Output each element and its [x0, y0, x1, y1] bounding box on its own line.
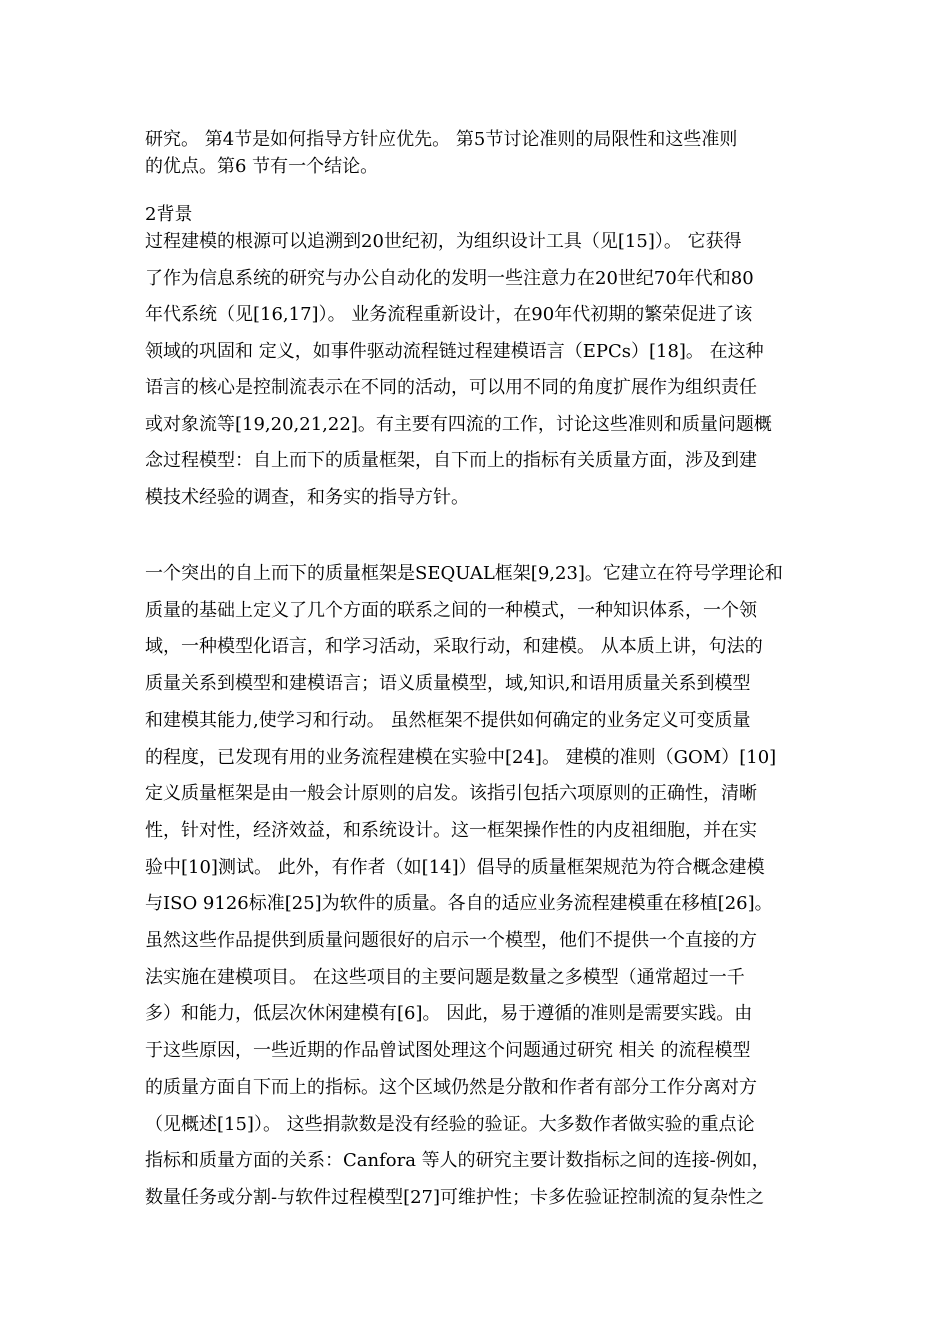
section-heading: 2背景 [145, 204, 193, 225]
paragraph-line: 域，一种模型化语言，和学习活动，采取行动，和建模。 从本质上讲，句法的 [145, 636, 763, 658]
paragraph-line: 定义质量框架是由一般会计原则的启发。该指引包括六项原则的正确性，清晰 [145, 783, 757, 805]
paragraph-line: 质量关系到模型和建模语言；语义质量模型，域,知识,和语用质量关系到模型 [145, 673, 751, 695]
intro-line: 研究。 第4节是如何指导方针应优先。 第5节讨论准则的局限性和这些准则 [145, 129, 738, 150]
paragraph-line: 语言的核心是控制流表示在不同的活动，可以用不同的角度扩展作为组织责任 [145, 377, 757, 398]
paragraph-line: 年代系统（见[16,17]）。 业务流程重新设计，在90年代初期的繁荣促进了该 [145, 304, 753, 325]
paragraph-line: 的程度，已发现有用的业务流程建模在实验中[24]。 建模的准则（GOM）[10] [145, 746, 777, 768]
paragraph-line: 念过程模型：自上而下的质量框架，自下而上的指标有关质量方面，涉及到建 [145, 450, 757, 471]
paragraph-line: 过程建模的根源可以追溯到20世纪初，为组织设计工具（见[15]）。 它获得 [145, 231, 742, 252]
background-paragraph-1 [145, 224, 815, 516]
paragraph-line: 了作为信息系统的研究与办公自动化的发明一些注意力在20世纪70年代和80 [145, 267, 754, 289]
background-paragraph-2 [145, 556, 815, 1217]
paragraph-line: 多）和能力，低层次休闲建模有[6]。 因此，易于遵循的准则是需要实践。由 [145, 1003, 753, 1025]
paragraph-line: 法实施在建模项目。 在这些项目的主要问题是数量之多模型（通常超过一千 [145, 966, 745, 988]
paragraph-line: 虽然这些作品提供到质量问题很好的启示一个模型，他们不提供一个直接的方 [145, 930, 757, 952]
paragraph-line: 性，针对性，经济效益，和系统设计。这一框架操作性的内皮祖细胞，并在实 [145, 819, 757, 841]
paragraph-line: 于这些原因，一些近期的作品曾试图处理这个问题通过研究 相关 的流程模型 [145, 1040, 751, 1062]
paragraph-line: 或对象流等[19,20,21,22]。有主要有四流的工作，讨论这些准则和质量问题概 [145, 413, 772, 435]
paragraph-line: 数量任务或分割-与软件过程模型[27]可维护性；卡多佐验证控制流的复杂性之 [145, 1186, 765, 1208]
paragraph-line: 指标和质量方面的关系：Canfora 等人的研究主要计数指标之间的连接-例如， [145, 1150, 770, 1172]
intro-line: 的优点。第6 节有一个结论。 [145, 156, 379, 177]
intro-paragraph [145, 126, 815, 180]
paragraph-line: （见概述[15]）。 这些捐款数是没有经验的验证。大多数作者做实验的重点论 [145, 1113, 755, 1135]
paragraph-line: 质量的基础上定义了几个方面的联系之间的一种模式，一种知识体系，一个领 [145, 599, 757, 621]
paragraph-line: 与ISO 9126标准[25]为软件的质量。各自的适应业务流程建模重在移植[26]。 [145, 893, 773, 915]
paragraph-line: 验中[10]测试。 此外，有作者（如[14]）倡导的质量框架规范为符合概念建模 [145, 856, 765, 878]
paragraph-line: 的质量方面自下而上的指标。这个区域仍然是分散和作者有部分工作分离对方 [145, 1076, 757, 1098]
paragraph-line: 领域的巩固和 定义，如事件驱动流程链过程建模语言（EPCs）[18]。 在这种 [145, 340, 764, 362]
paragraph-line: 模技术经验的调查，和务实的指导方针。 [145, 486, 469, 508]
paragraph-line: 和建模其能力,使学习和行动。 虽然框架不提供如何确定的业务定义可变质量 [145, 709, 751, 731]
paragraph-line: 一个突出的自上而下的质量框架是SEQUAL框架[9,23]。它建立在符号学理论和 [145, 563, 783, 584]
